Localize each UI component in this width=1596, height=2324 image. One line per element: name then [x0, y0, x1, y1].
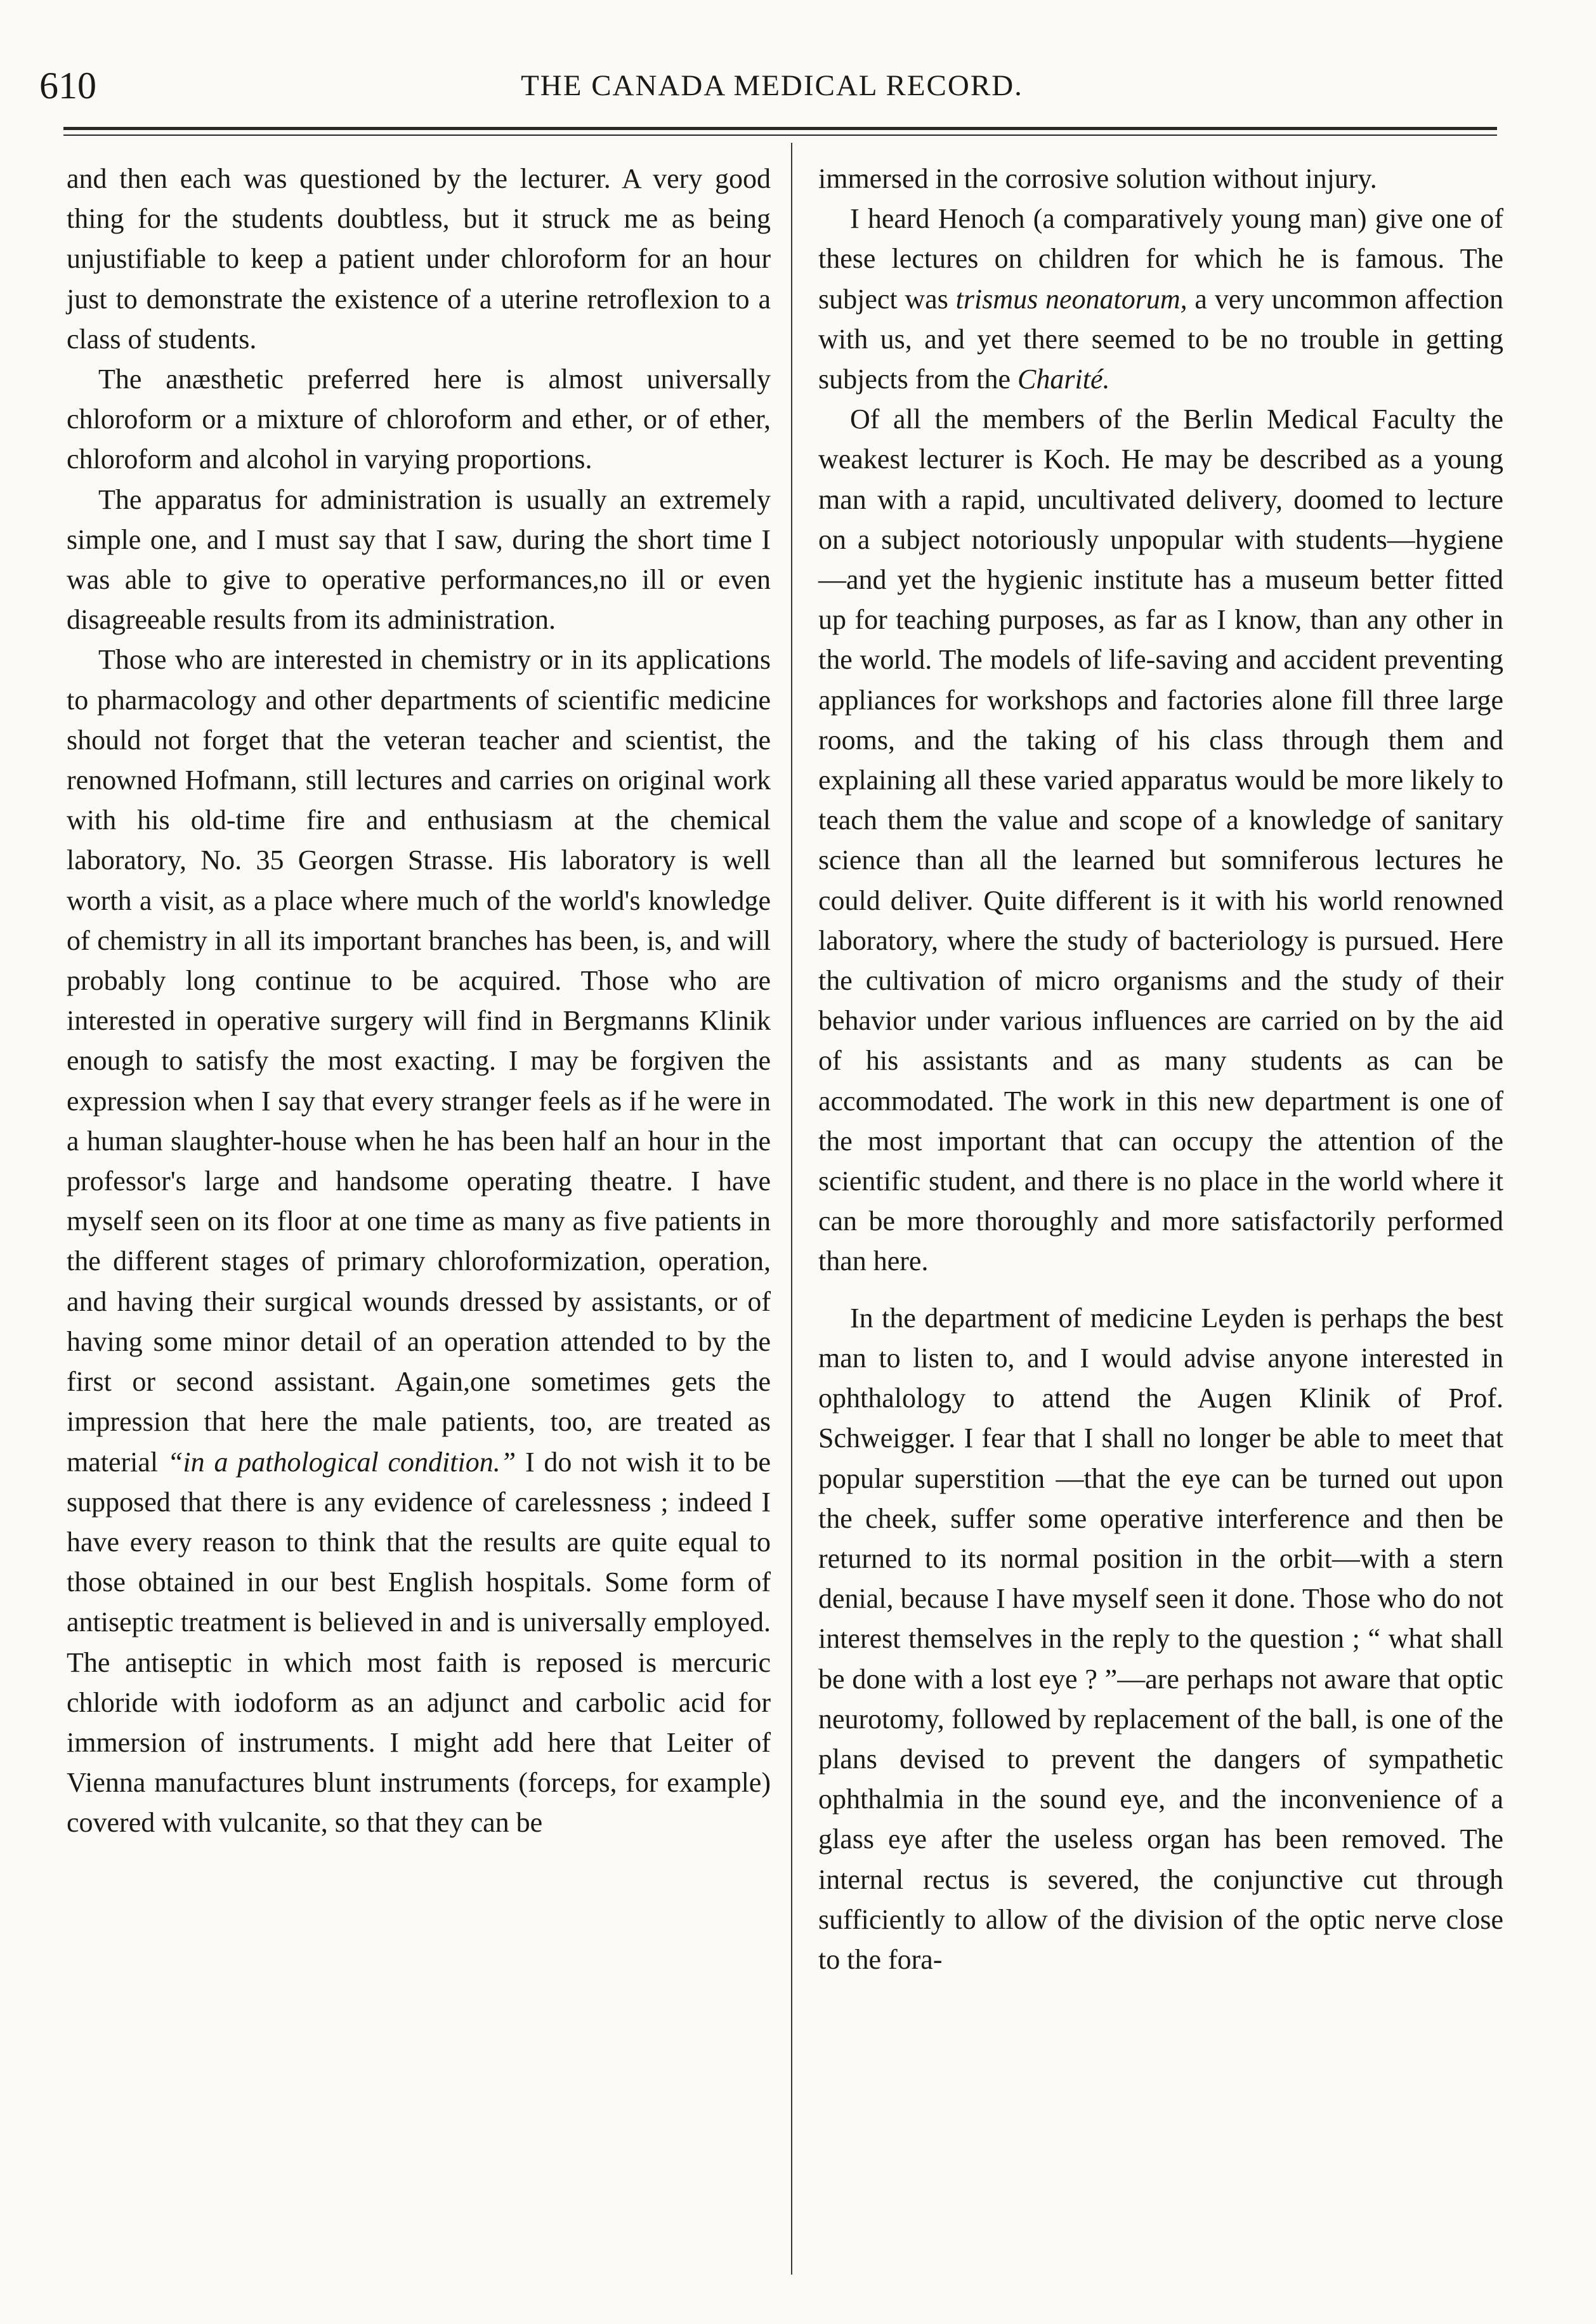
right-paragraph-2-italic-term: trismus neonatorum,: [955, 283, 1187, 315]
right-paragraph-2: [818, 199, 1503, 399]
header-rule-thin: [63, 135, 1497, 136]
left-paragraph-1: and then each was questioned by the lecturer. A very good thing for the students doubtless, but it struck me as being unjustifiable to keep a patient under chloroform for an hour just to demonstrate the existence of a uterine retroflexion to a class of students.: [67, 163, 771, 355]
left-paragraph-2: The anæsthetic preferred here is almost universally chloroform or a mixture of chloroform and ether, or of ether, chloroform and alcohol in varying proportions.: [67, 364, 771, 475]
left-column: [67, 159, 771, 1843]
right-paragraph-1: immersed in the corrosive solution without injury.: [818, 163, 1377, 194]
right-paragraph-2-middle: a very uncommon affection with us, and yet there seemed to be no trouble in getting subjects from the: [818, 283, 1503, 395]
left-paragraph-4-tail: I do not wish it to be supposed that there is any evidence of carelessness ; indeed I have every reason to think that the results are quite equal to those obtained in our best English hospitals. Some form of antiseptic treatment is believed in and is universally employed. The antiseptic in which most faith is reposed is mercuric chloride with iodoform as an adjunct and carbolic acid for immersion of instruments. I might add here that Leiter of Vienna manufactures blunt instruments (forceps, for example) covered with vulcanite, so that they can be: [67, 1446, 771, 1839]
left-paragraph-3: The apparatus for administration is usually an extremely simple one, and I must say that I saw, during the short time I was able to give to operative performances,no ill or even disagreeable results from its administration.: [67, 483, 771, 636]
right-paragraph-2-italic-place: Charité.: [1017, 364, 1110, 395]
column-divider: [791, 143, 792, 2275]
page-number: 610: [39, 65, 96, 107]
page-header: [39, 60, 1505, 111]
right-paragraph-4: In the department of medicine Leyden is perhaps the best man to listen to, and I would advise anyone interested in ophthalology to attend the Augen Klinik of Prof. Schweigger. I fear that I shall no longer be able to meet that popular superstition —that the eye can be turned out upon the cheek, suffer some operative interference and then be returned to its normal position in the orbit—with a stern denial, because I have myself seen it done. Those who do not interest themselves in the reply to the question ; “ what shall be done with a lost eye ? ”—are perhaps not aware that optic neurotomy, followed by replacement of the ball, is one of the plans devised to prevent the dangers of sympathetic ophthalmia in the sound eye, and the inconvenience of a glass eye after the useless organ has been removed. The internal rectus is severed, the conjunctive cut through sufficiently to allow of the division of the optic nerve close to the fora-: [818, 1302, 1503, 1975]
right-column: [818, 159, 1503, 1979]
right-paragraph-3: Of all the members of the Berlin Medical Faculty the weakest lecturer is Koch. He may be described as a young man with a rapid, uncultivated delivery, doomed to lecture on a subject notoriously unpopular with students—hygiene—and yet the hygienic institute has a museum better fitted up for teaching purposes, as far as I know, than any other in the world. The models of life-saving and accident preventing appliances for workshops and factories alone fill three large rooms, and the taking of his class through them and explaining all these varied apparatus would be more likely to teach them the value and scope of a knowledge of sanitary science than all the learned but somniferous lectures he could deliver. Quite different is it with his world renowned laboratory, where the study of bacteriology is pursued. Here the cultivation of micro organisms and the study of their behavior under various influences are carried on by the aid of his assistants and as many students as can be accommodated. The work in this new department is one of the most important that can occupy the attention of the scientific student, and there is no place in the world where it can be more thoroughly and more satisfactorily performed than here.: [818, 404, 1503, 1277]
header-rule-thick: [63, 127, 1497, 130]
right-paragraph-2-before: I heard Henoch (a comparatively young man) give one of these lectures on children for which he is famous. The subject was: [818, 203, 1503, 315]
left-paragraph-4-text: Those who are interested in chemistry or in its applications to pharmacology and other departments of scientific medicine should not forget that the veteran teacher and scientist, the renowned Hofmann, still lectures and carries on original work with his old-time fire and enthusiasm at the chemical laboratory, No. 35 Georgen Strasse. His laboratory is well worth a visit, as a place where much of the world's knowledge of chemistry in all its important branches has been, is, and will probably long continue to be acquired. Those who are interested in operative surgery will find in Bergmanns Klinik enough to satisfy the most exacting. I may be forgiven the expression when I say that every stranger feels as if he were in a human slaughter-house when he has been half an hour in the professor's large and handsome operating theatre. I have myself seen on its floor at one time as many as five patients in the different stages of primary chloroformization, operation, and having their surgical wounds dressed by assistants, or of having some minor detail of an operation attended to by the first or second assistant. Again,one sometimes gets the impression that here the male patients, too, are treated as material: [67, 644, 771, 1478]
running-title: THE CANADA MEDICAL RECORD.: [521, 69, 1023, 102]
left-paragraph-4-quote: “in a pathological condition.”: [167, 1446, 516, 1478]
left-paragraph-4: [67, 640, 771, 1842]
